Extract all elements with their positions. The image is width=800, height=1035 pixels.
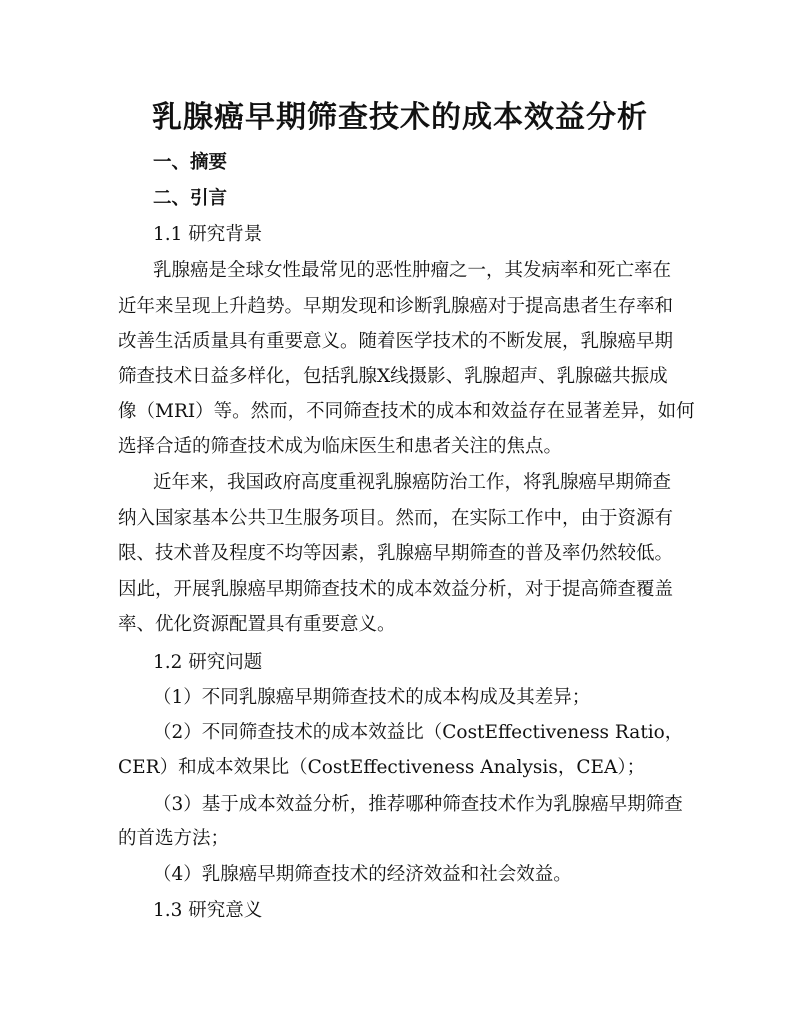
paragraph-line: 限、技术普及程度不均等因素，乳腺癌早期筛查的普及率仍然较低。	[118, 543, 674, 564]
paragraph-line: 像（MRI）等。然而，不同筛查技术的成本和效益存在显著差异，如何	[118, 401, 695, 422]
paragraph-line: 纳入国家基本公共卫生服务项目。然而，在实际工作中，由于资源有	[118, 508, 674, 529]
paragraph-line: 选择合适的筛查技术成为临床医生和患者关注的焦点。	[118, 436, 563, 457]
paragraph-line: 改善生活质量具有重要意义。随着医学技术的不断发展，乳腺癌早期	[118, 331, 674, 352]
list-item-continuation: CER）和成本效果比（CostEffectiveness Analysis，CEA）；	[118, 757, 646, 778]
subsection-heading-significance: 1.3 研究意义	[153, 900, 263, 921]
paragraph-line: 近年来，我国政府高度重视乳腺癌防治工作，将乳腺癌早期筛查	[153, 472, 672, 493]
list-item: （2）不同筛查技术的成本效益比（CostEffectiveness Ratio，	[153, 722, 684, 743]
list-item-continuation: 的首选方法；	[118, 828, 230, 849]
paragraph-line: 筛查技术日益多样化，包括乳腺X线摄影、乳腺超声、乳腺磁共振成	[118, 366, 668, 387]
paragraph-line: 因此，开展乳腺癌早期筛查技术的成本效益分析，对于提高筛查覆盖	[118, 579, 674, 600]
section-heading-abstract: 一、摘要	[153, 152, 228, 173]
paragraph-line: 乳腺癌是全球女性最常见的恶性肿瘤之一，其发病率和死亡率在	[153, 260, 672, 281]
list-item: （1）不同乳腺癌早期筛查技术的成本构成及其差异；	[153, 687, 591, 708]
list-item: （3）基于成本效益分析，推荐哪种筛查技术作为乳腺癌早期筛查	[153, 794, 683, 815]
paragraph-line: 率、优化资源配置具有重要意义。	[118, 614, 396, 635]
subsection-heading-background: 1.1 研究背景	[153, 224, 263, 245]
list-item: （4）乳腺癌早期筛查技术的经济效益和社会效益。	[153, 864, 572, 885]
section-heading-introduction: 二、引言	[153, 188, 228, 209]
document-title: 乳腺癌早期筛查技术的成本效益分析	[152, 100, 648, 135]
subsection-heading-questions: 1.2 研究问题	[153, 652, 263, 673]
paragraph-line: 近年来呈现上升趋势。早期发现和诊断乳腺癌对于提高患者生存率和	[118, 296, 674, 317]
